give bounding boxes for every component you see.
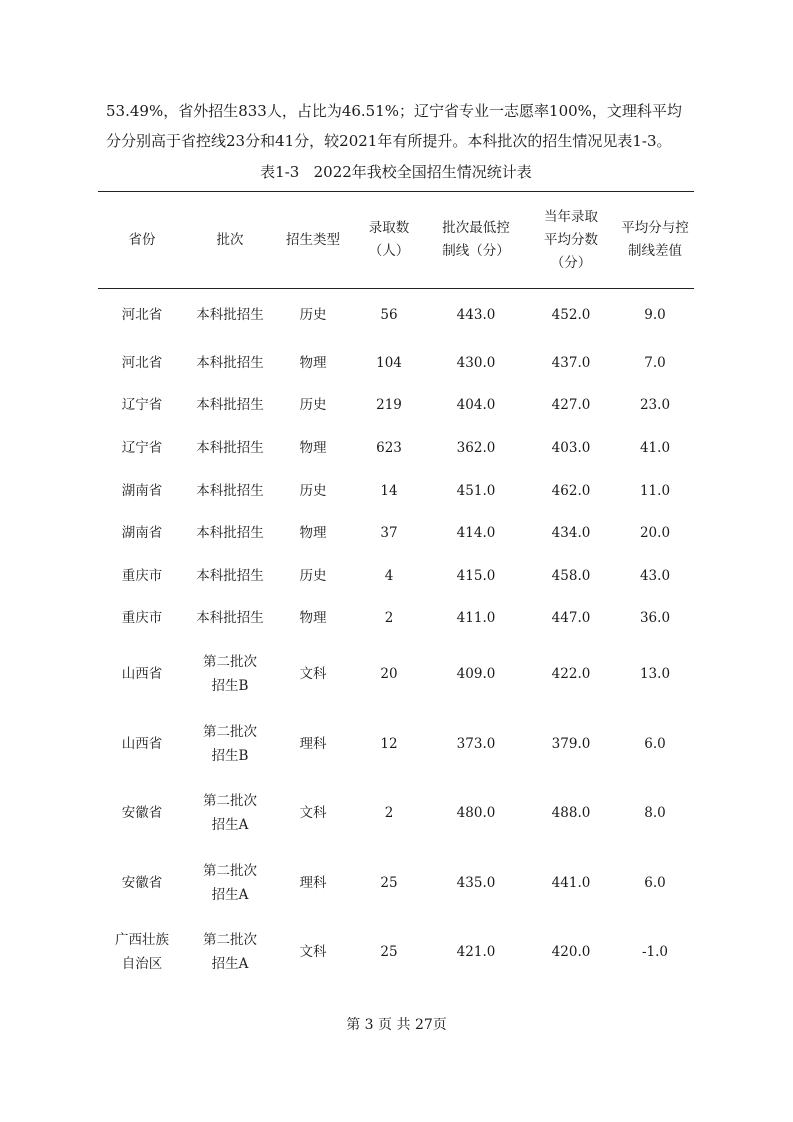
admission-stats-table xyxy=(98,191,694,987)
cell-avg-score: 447.0 xyxy=(551,610,591,627)
cell-avg-score: 452.0 xyxy=(551,307,591,324)
cell-avg-score: 441.0 xyxy=(551,874,591,891)
header-admitted xyxy=(352,192,426,289)
table-row xyxy=(98,640,694,710)
cell-admitted: 2 xyxy=(384,610,394,627)
cell-admitted: 2 xyxy=(384,805,394,822)
cell-province xyxy=(98,918,186,988)
cell-province: 安徽省 xyxy=(121,874,163,891)
cell-avg-score: 437.0 xyxy=(551,354,591,371)
cell-admitted: 623 xyxy=(376,439,402,456)
cell-min-line: 404.0 xyxy=(456,397,496,414)
cell-type: 历史 xyxy=(299,397,327,414)
cell-batch: 本科批招生 xyxy=(196,354,264,371)
cell-batch xyxy=(186,848,274,918)
cell-diff: 11.0 xyxy=(639,482,671,499)
cell-min-line: 409.0 xyxy=(456,666,496,683)
header-min-line-label: 批次最低控制线（分） xyxy=(442,220,510,259)
table-row xyxy=(98,427,694,470)
cell-province: 河北省 xyxy=(121,307,163,324)
table-row xyxy=(98,554,694,597)
cell-type: 物理 xyxy=(299,439,327,456)
cell-province: 湖南省 xyxy=(121,482,163,499)
cell-admitted: 20 xyxy=(380,666,398,683)
cell-batch: 本科批招生 xyxy=(196,439,264,456)
header-batch-label: 批次 xyxy=(216,231,244,248)
cell-province: 山西省 xyxy=(121,735,163,752)
cell-batch xyxy=(186,640,274,710)
cell-admitted: 219 xyxy=(376,397,402,414)
cell-type: 文科 xyxy=(299,666,327,683)
cell-batch: 本科批招生 xyxy=(196,307,264,324)
header-batch xyxy=(186,192,274,289)
cell-admitted: 104 xyxy=(376,354,402,371)
cell-type: 理科 xyxy=(299,874,327,891)
cell-min-line: 373.0 xyxy=(456,735,496,752)
cell-type: 文科 xyxy=(299,805,327,822)
header-avg-score xyxy=(526,192,616,289)
cell-avg-score: 422.0 xyxy=(551,666,591,683)
cell-diff: 41.0 xyxy=(639,439,671,456)
cell-diff: 6.0 xyxy=(644,735,666,752)
table-row xyxy=(98,709,694,779)
header-type-label: 招生类型 xyxy=(286,231,340,248)
cell-min-line: 451.0 xyxy=(456,482,496,499)
cell-province: 安徽省 xyxy=(121,805,163,822)
cell-diff: 13.0 xyxy=(639,666,671,683)
cell-batch-text: 第二批次招生B xyxy=(203,723,257,764)
cell-avg-score: 379.0 xyxy=(551,735,591,752)
cell-min-line: 435.0 xyxy=(456,874,496,891)
cell-admitted: 56 xyxy=(380,307,398,324)
cell-province: 山西省 xyxy=(121,666,163,683)
cell-diff: 9.0 xyxy=(644,307,666,324)
cell-admitted: 25 xyxy=(380,874,398,891)
cell-diff: 8.0 xyxy=(644,805,666,822)
cell-type: 历史 xyxy=(299,482,327,499)
cell-batch: 本科批招生 xyxy=(196,482,264,499)
header-min-line xyxy=(426,192,526,289)
cell-batch: 本科批招生 xyxy=(196,397,264,414)
table-row xyxy=(98,848,694,918)
cell-avg-score: 427.0 xyxy=(551,397,591,414)
header-admitted-label: 录取数（人） xyxy=(368,220,410,259)
page-footer: 第 3 页 共 27页 xyxy=(346,1017,447,1033)
cell-province: 重庆市 xyxy=(121,610,163,627)
cell-min-line: 430.0 xyxy=(456,354,496,371)
cell-avg-score: 434.0 xyxy=(551,525,591,542)
cell-type: 历史 xyxy=(299,567,327,584)
cell-avg-score: 462.0 xyxy=(551,482,591,499)
cell-province: 辽宁省 xyxy=(121,397,163,414)
cell-avg-score: 420.0 xyxy=(551,944,591,961)
table-caption: 表1-3 2022年我校全国招生情况统计表 xyxy=(260,163,532,181)
paragraph-line-1: 53.49%，省外招生833人，占比为46.51%；辽宁省专业一志愿率100%，文理科平均 xyxy=(106,102,682,120)
table-row xyxy=(98,512,694,555)
cell-admitted: 4 xyxy=(384,567,394,584)
header-province xyxy=(98,192,186,289)
cell-batch: 本科批招生 xyxy=(196,567,264,584)
cell-type: 理科 xyxy=(299,735,327,752)
cell-province: 重庆市 xyxy=(121,567,163,584)
table-row xyxy=(98,469,694,512)
table-row xyxy=(98,289,694,342)
cell-admitted: 37 xyxy=(380,525,398,542)
table-row xyxy=(98,597,694,640)
header-diff xyxy=(616,192,694,289)
cell-type: 文科 xyxy=(299,944,327,961)
cell-batch-text: 第二批次招生A xyxy=(203,793,257,834)
cell-batch-text: 第二批次招生B xyxy=(203,654,257,695)
cell-batch xyxy=(186,779,274,849)
header-avg-score-label: 当年录取平均分数（分） xyxy=(544,208,598,271)
cell-type: 历史 xyxy=(299,307,327,324)
cell-type: 物理 xyxy=(299,354,327,371)
cell-avg-score: 403.0 xyxy=(551,439,591,456)
cell-admitted: 12 xyxy=(380,735,398,752)
cell-batch: 本科批招生 xyxy=(196,610,264,627)
cell-admitted: 14 xyxy=(380,482,398,499)
cell-min-line: 411.0 xyxy=(456,610,496,627)
header-diff-label: 平均分与控制线差值 xyxy=(621,220,689,259)
cell-min-line: 362.0 xyxy=(456,439,496,456)
table-row xyxy=(98,342,694,385)
cell-diff: 23.0 xyxy=(639,397,671,414)
cell-min-line: 414.0 xyxy=(456,525,496,542)
cell-province: 河北省 xyxy=(121,354,163,371)
cell-min-line: 421.0 xyxy=(456,944,496,961)
cell-admitted: 25 xyxy=(380,944,398,961)
cell-batch-text: 第二批次招生A xyxy=(203,862,257,903)
table-row xyxy=(98,779,694,849)
table-row xyxy=(98,918,694,988)
cell-diff: 6.0 xyxy=(644,874,666,891)
cell-min-line: 415.0 xyxy=(456,567,496,584)
cell-batch-text: 第二批次招生A xyxy=(203,932,257,973)
table-row xyxy=(98,384,694,427)
cell-diff: 36.0 xyxy=(639,610,671,627)
cell-province: 湖南省 xyxy=(121,525,163,542)
cell-type: 物理 xyxy=(299,610,327,627)
paragraph-line-2: 分分别高于省控线23分和41分，较2021年有所提升。本科批次的招生情况见表1-3。 xyxy=(106,132,672,150)
cell-diff: -1.0 xyxy=(641,944,669,961)
header-province-label: 省份 xyxy=(128,231,156,248)
cell-province: 辽宁省 xyxy=(121,439,163,456)
header-type xyxy=(274,192,352,289)
cell-diff: 43.0 xyxy=(639,567,671,584)
cell-batch xyxy=(186,918,274,988)
cell-province-text: 广西壮族自治区 xyxy=(115,932,169,973)
cell-min-line: 443.0 xyxy=(456,307,496,324)
cell-avg-score: 458.0 xyxy=(551,567,591,584)
cell-type: 物理 xyxy=(299,525,327,542)
cell-avg-score: 488.0 xyxy=(551,805,591,822)
table-header-row xyxy=(98,192,694,289)
cell-diff: 20.0 xyxy=(639,525,671,542)
cell-diff: 7.0 xyxy=(644,354,666,371)
cell-batch: 本科批招生 xyxy=(196,525,264,542)
cell-min-line: 480.0 xyxy=(456,805,496,822)
cell-batch xyxy=(186,709,274,779)
